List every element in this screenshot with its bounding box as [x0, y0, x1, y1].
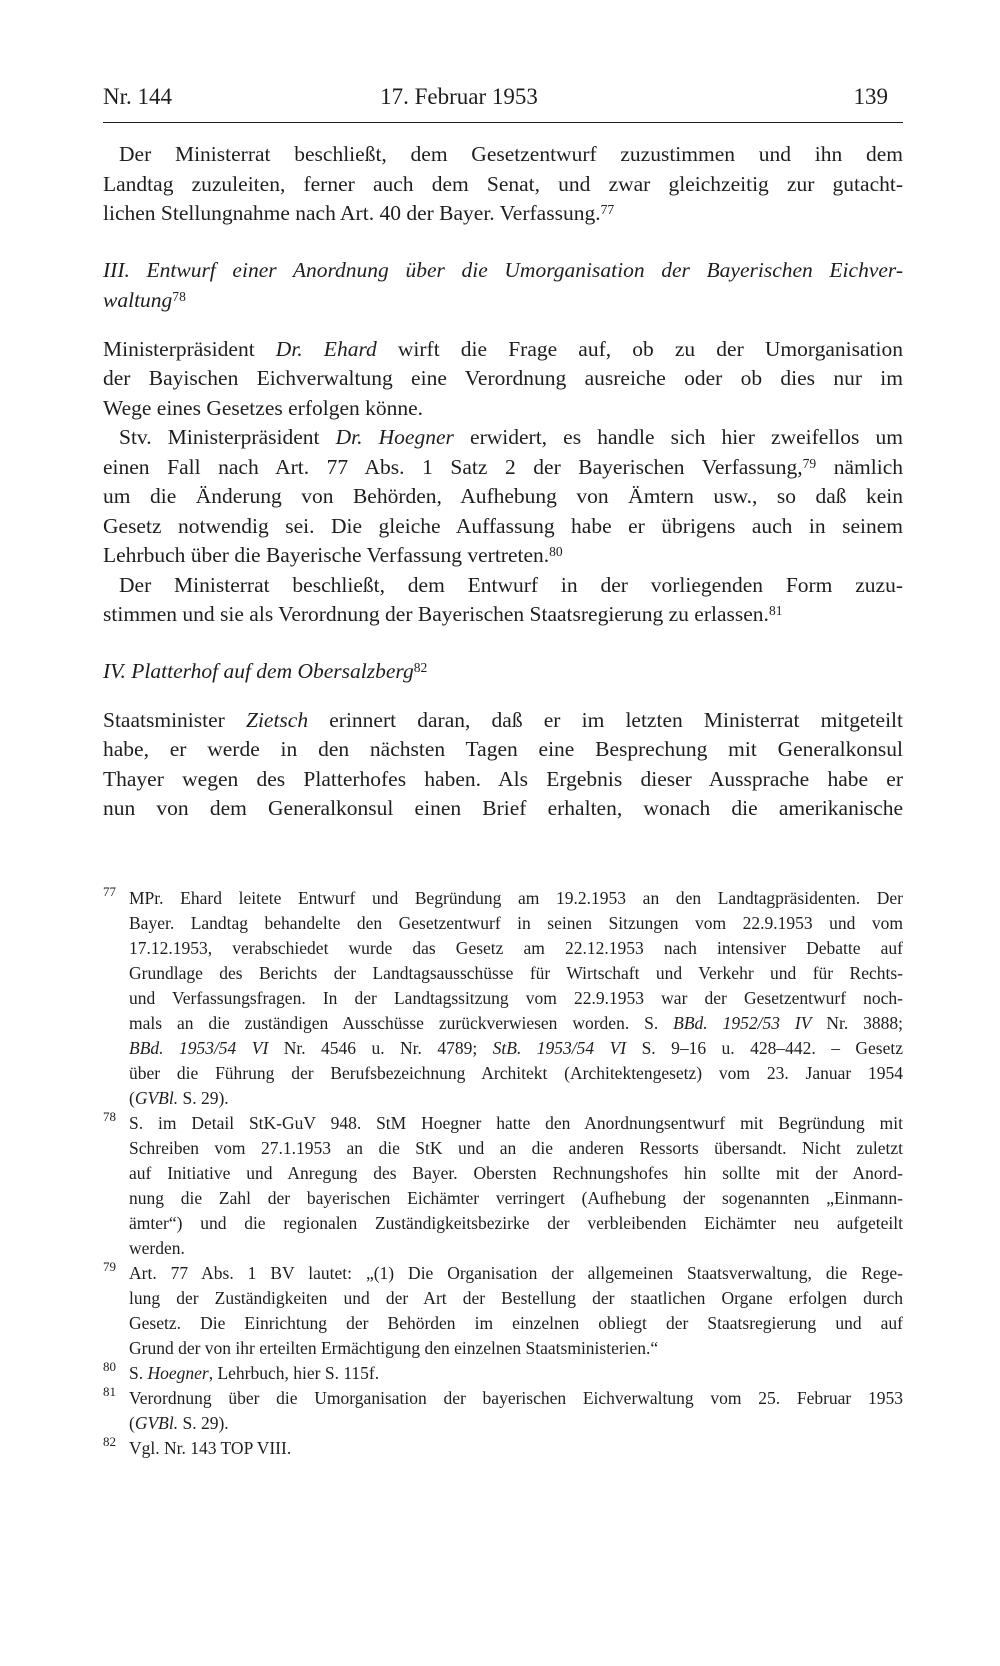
- text-line: Art. 77 Abs. 1 BV lautet: „(1) Die Organisation der allgemeinen Staatsverwaltung, die Rege-: [129, 1262, 903, 1283]
- text-line: (GVBl. S. 29).: [129, 1087, 229, 1108]
- text-line: S. Hoegner, Lehrbuch, hier S. 115f.: [129, 1362, 380, 1383]
- document-number: Nr. 144: [103, 84, 172, 109]
- text-line: nung die Zahl der bayerischen Eichämter verringert (Aufhebung der sogenannten „Einmann-: [129, 1187, 903, 1208]
- text-line: III. Entwurf einer Anordnung über die Umorganisation der Bayerischen Eichver-: [103, 257, 903, 282]
- footnote-number: 78: [103, 1108, 116, 1124]
- text-line: MPr. Ehard leitete Entwurf und Begründung am 19.2.1953 an den Landtagpräsidenten. Der: [129, 887, 903, 908]
- paragraph: [103, 571, 903, 630]
- text-line: lichen Stellungnahme nach Art. 40 der Bayer. Verfassung.$^{77}$: [103, 201, 615, 225]
- page-header: [103, 84, 903, 123]
- footnotes: [103, 883, 903, 1461]
- text-line: Wege eines Gesetzes erfolgen könne.: [103, 395, 424, 420]
- page-content: [103, 84, 903, 1461]
- text-line: Schreiben vom 27.1.1953 an die StK und an die anderen Ressorts übersandt. Nicht zuletzt: [129, 1137, 903, 1158]
- footnote-number: 80: [103, 1358, 116, 1374]
- text-line: Der Ministerrat beschließt, dem Entwurf in der vorliegenden Form zuzu-: [119, 572, 903, 597]
- footnote-number: 79: [103, 1258, 116, 1274]
- paragraph: [103, 423, 903, 571]
- footnote: [103, 1383, 903, 1436]
- footnote-ref: 77: [600, 202, 615, 218]
- text-line: waltung$^{78}$: [103, 287, 186, 312]
- text-line: Gesetz. Die Einrichtung der Behörden im einzelnen obliegt der Staatsregierung und auf: [129, 1312, 903, 1333]
- text-line: werden.: [129, 1237, 185, 1258]
- text-line: Ministerpräsident Dr. Ehard wirft die Frage auf, ob zu der Umorganisation: [103, 336, 903, 361]
- footnote: [103, 1433, 903, 1461]
- text-line: der Bayischen Eichverwaltung eine Verordnung ausreiche oder ob dies nur im: [103, 366, 903, 390]
- footnote-ref: 82: [413, 659, 428, 675]
- text-line: um die Änderung von Behörden, Aufhebung von Ämtern usw., so daß kein: [103, 484, 903, 508]
- text-line: auf Initiative und Anregung des Bayer. Obersten Rechnungshofes hin sollte mit der Anord-: [129, 1162, 903, 1183]
- footnote-ref: 81: [768, 603, 783, 619]
- text-line: stimmen und sie als Verordnung der Bayerischen Staatsregierung zu erlassen.$^{81}$: [103, 602, 783, 626]
- header-date: 17. Februar 1953: [380, 84, 538, 109]
- paragraph: [103, 140, 903, 229]
- text-line: Grund der von ihr erteilten Ermächtigung den einzelnen Staatsministerien.“: [129, 1337, 659, 1358]
- text-line: Grundlage des Berichts der Landtagsausschüsse für Wirtschaft und Verkehr und für Rechts-: [129, 962, 903, 983]
- text-line: Lehrbuch über die Bayerische Verfassung vertreten.$^{80}$: [103, 543, 563, 567]
- footnote-number: 82: [103, 1433, 116, 1449]
- text-line: habe, er werde in den nächsten Tagen eine Besprechung mit Generalkonsul: [103, 737, 903, 761]
- text-line: (GVBl. S. 29).: [129, 1412, 229, 1433]
- text-line: 17.12.1953, verabschiedet wurde das Gesetz am 22.12.1953 nach intensiver Debatte auf: [129, 937, 903, 958]
- section-heading: [103, 656, 903, 686]
- text-line: Staatsminister Zietsch erinnert daran, daß er im letzten Ministerrat mitgeteilt: [103, 707, 903, 732]
- text-line: ämter“) und die regionalen Zuständigkeitsbezirke der verbleibenden Eichämter neu aufgeteilt: [129, 1212, 903, 1233]
- footnote-ref: 78: [172, 288, 186, 304]
- footnote: [103, 1358, 903, 1386]
- footnote: [103, 1108, 903, 1261]
- section-heading: [103, 255, 903, 315]
- text-line: Verordnung über die Umorganisation der bayerischen Eichverwaltung vom 25. Februar 1953: [129, 1387, 903, 1408]
- footnote: [103, 883, 903, 1111]
- text-line: und Verfassungsfragen. In der Landtagssitzung vom 22.9.1953 war der Gesetzentwurf noch-: [129, 987, 903, 1008]
- body-text: [103, 140, 903, 824]
- text-line: Stv. Ministerpräsident Dr. Hoegner erwidert, es handle sich hier zweifellos um: [119, 425, 904, 449]
- text-line: Vgl. Nr. 143 TOP VIII.: [129, 1437, 292, 1458]
- page-number: 139: [853, 84, 888, 109]
- text-line: Bayer. Landtag behandelte den Gesetzentwurf in seinen Sitzungen vom 22.9.1953 und vom: [129, 912, 903, 933]
- paragraph: [103, 335, 903, 424]
- footnote-number: 77: [103, 883, 116, 899]
- footnote-ref: 79: [802, 455, 817, 471]
- text-line: IV. Platterhof auf dem Obersalzberg$^{82}$: [103, 658, 428, 683]
- text-line: Landtag zuzuleiten, ferner auch dem Senat, und zwar gleichzeitig zur gutacht-: [103, 171, 903, 196]
- text-line: Der Ministerrat beschließt, dem Gesetzentwurf zuzustimmen und ihn dem: [119, 142, 903, 166]
- footnote-ref: 80: [549, 544, 563, 560]
- text-line: S. im Detail StK-GuV 948. StM Hoegner hatte den Anordnungsentwurf mit Begründung mit: [129, 1112, 903, 1133]
- text-line: Gesetz notwendig sei. Die gleiche Auffassung habe er übrigens auch in seinem: [103, 513, 903, 538]
- footnote-number: 81: [103, 1383, 116, 1399]
- text-line: nun von dem Generalkonsul einen Brief erhalten, wonach die amerikanische: [103, 796, 903, 820]
- text-line: BBd. 1953/54 VI Nr. 4546 u. Nr. 4789; StB. 1953/54 VI S. 9–16 u. 428–442. – Gesetz: [129, 1037, 903, 1058]
- text-line: einen Fall nach Art. 77 Abs. 1 Satz 2 der Bayerischen Verfassung,$^{79}$ nämlich: [103, 454, 903, 479]
- text-line: über die Führung der Berufsbezeichnung Architekt (Architektengesetz) vom 23. Januar 1954: [129, 1062, 903, 1083]
- text-line: mals an die zuständigen Ausschüsse zurückverwiesen worden. S. BBd. 1952/53 IV Nr. 3888;: [129, 1012, 903, 1033]
- text-line: lung der Zuständigkeiten und der Art der Bestellung der staatlichen Organe erfolgen durch: [129, 1287, 903, 1308]
- text-line: Thayer wegen des Platterhofes haben. Als Ergebnis dieser Aussprache habe er: [103, 766, 903, 791]
- paragraph: [103, 706, 903, 824]
- footnote: [103, 1258, 903, 1361]
